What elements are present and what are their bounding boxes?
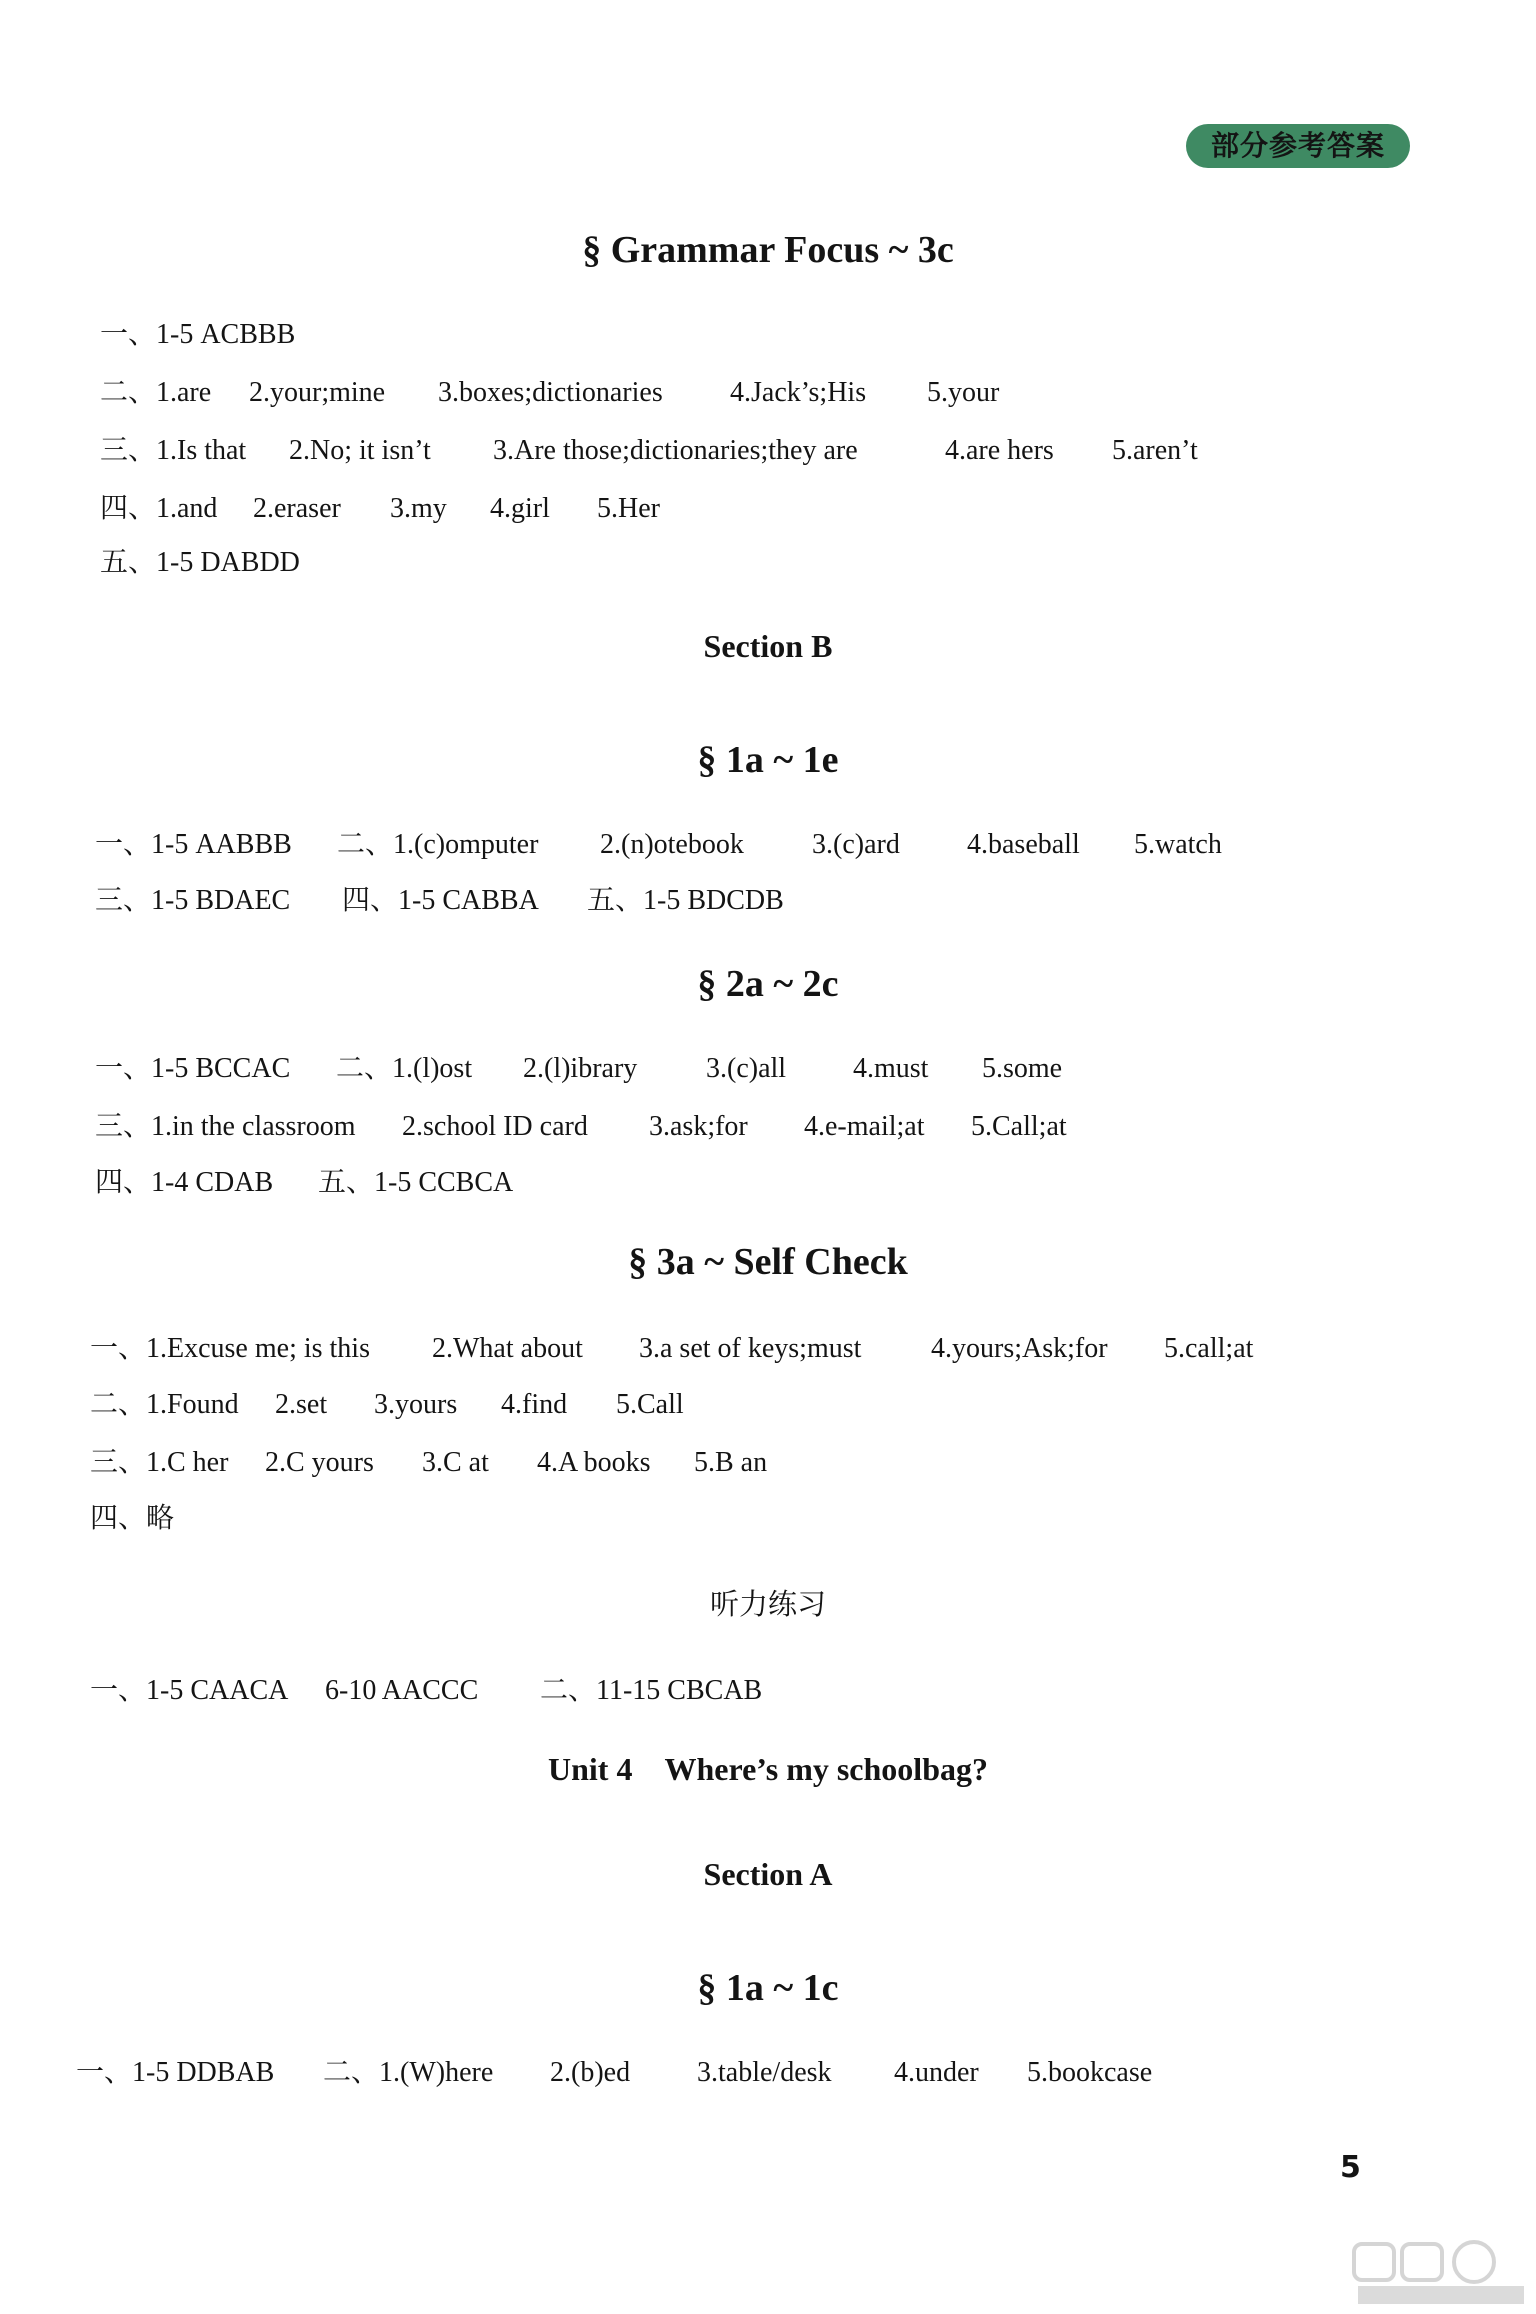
- heading-2a-2c: § 2a ~ 2c: [697, 963, 839, 1005]
- answer-item: 4.are hers: [945, 435, 1054, 466]
- answer-item: 2.school ID card: [402, 1111, 588, 1142]
- answer-line: [100, 312, 295, 352]
- answer-item: 3.(c)ard: [812, 829, 900, 860]
- answer-item: 五、1-5 DABDD: [100, 547, 300, 578]
- heading-section-a: Section A: [703, 1856, 833, 1892]
- answer-line: [76, 2050, 1152, 2090]
- answer-item: 一、1-5 BCCAC: [95, 1053, 291, 1084]
- page-number: 5: [1340, 2150, 1361, 2185]
- answer-item: 5.B an: [694, 1447, 768, 1478]
- answer-item: 二、1.(W)here: [323, 2057, 494, 2088]
- answer-item: 五、1-5 CCBCA: [318, 1167, 514, 1198]
- answer-item: 2.eraser: [253, 493, 341, 524]
- answer-item: 2.What about: [432, 1333, 583, 1364]
- answer-item: 3.ask;for: [649, 1111, 748, 1142]
- answer-item: 3.C at: [422, 1447, 489, 1478]
- answer-item: 3.Are those;dictionaries;they are: [493, 435, 858, 466]
- answer-line: [100, 370, 999, 410]
- heading-1a-1c: § 1a ~ 1c: [697, 1967, 839, 2009]
- answer-line: [100, 486, 660, 526]
- answer-item: 2.your;mine: [249, 377, 386, 408]
- answer-item: 一、1.Excuse me; is this: [90, 1333, 370, 1364]
- answer-line: [95, 1160, 513, 1200]
- answer-item: 4.find: [501, 1389, 568, 1420]
- answer-item: 2.(l)ibrary: [523, 1053, 638, 1084]
- answer-item: 四、1-4 CDAB: [95, 1167, 274, 1198]
- answer-item: 5.your: [927, 377, 1000, 408]
- answer-line: [95, 1104, 1067, 1144]
- answer-item: 4.under: [894, 2057, 979, 2088]
- answer-item: 3.a set of keys;must: [639, 1333, 862, 1364]
- answer-item: 一、1-5 CAACA: [90, 1675, 289, 1706]
- answer-item: 5.call;at: [1164, 1333, 1254, 1364]
- answer-item: 2.(n)otebook: [600, 829, 744, 860]
- answer-item: 二、1.(l)ost: [336, 1053, 473, 1084]
- answer-item: 4.must: [853, 1053, 929, 1084]
- answer-item: 一、1-5 AABBB: [95, 829, 292, 860]
- answer-line: [95, 1046, 1062, 1086]
- answer-item: 3.(c)all: [706, 1053, 787, 1084]
- answer-item: 4.baseball: [967, 829, 1080, 860]
- answer-item: 3.my: [390, 493, 447, 524]
- heading-grammar-focus: § Grammar Focus ~ 3c: [582, 229, 954, 271]
- answer-item: 二、1.are: [100, 377, 212, 408]
- answer-item: 4.yours;Ask;for: [931, 1333, 1108, 1364]
- answer-line: [100, 428, 1198, 468]
- answer-item: 四、略: [90, 1503, 175, 1534]
- answer-line: [100, 540, 300, 580]
- answer-key-badge: 部分参考答案: [1186, 124, 1410, 168]
- answer-item: 6-10 AACCC: [325, 1675, 479, 1706]
- answer-item: 三、1-5 BDAEC: [95, 885, 291, 916]
- answer-item: 三、1.C her: [90, 1447, 229, 1478]
- answer-item: 4.girl: [490, 493, 550, 524]
- answer-item: 二、11-15 CBCAB: [540, 1675, 763, 1706]
- answer-item: 5.bookcase: [1027, 2057, 1153, 2088]
- heading-1a-1e: § 1a ~ 1e: [697, 739, 839, 781]
- answer-item: 二、1.(c)omputer: [337, 829, 539, 860]
- answer-item: 四、1-5 CABBA: [342, 885, 539, 916]
- heading-section-b: Section B: [703, 628, 833, 664]
- answer-item: 2.set: [275, 1389, 328, 1420]
- answer-line: [90, 1440, 767, 1480]
- answer-item: 5.aren’t: [1112, 435, 1198, 466]
- answer-item: 二、1.Found: [90, 1389, 239, 1420]
- answer-item: 2.C yours: [265, 1447, 374, 1478]
- answer-item: 3.table/desk: [697, 2057, 832, 2088]
- answer-line: [95, 822, 1222, 862]
- answer-line: [90, 1326, 1253, 1366]
- answer-item: 5.some: [982, 1053, 1063, 1084]
- answer-item: 三、1.in the classroom: [95, 1111, 356, 1142]
- watermark-logo: [1350, 2238, 1530, 2308]
- answer-line: [95, 878, 784, 918]
- answer-item: 2.No; it isn’t: [289, 435, 431, 466]
- answer-item: 4.e-mail;at: [804, 1111, 925, 1142]
- answer-item: 四、1.and: [100, 493, 218, 524]
- answer-line: [90, 1382, 684, 1422]
- answer-item: 五、1-5 BDCDB: [587, 885, 784, 916]
- answer-line: [90, 1668, 762, 1708]
- answer-item: 5.watch: [1134, 829, 1222, 860]
- answer-item: 一、1-5 ACBBB: [100, 319, 296, 350]
- answer-line: [90, 1496, 174, 1536]
- answer-item: 3.boxes;dictionaries: [438, 377, 663, 408]
- answer-item: 4.Jack’s;His: [730, 377, 867, 408]
- answer-item: 5.Call;at: [971, 1111, 1067, 1142]
- heading-self-check: § 3a ~ Self Check: [628, 1241, 908, 1283]
- answer-item: 三、1.Is that: [100, 435, 247, 466]
- answer-item: 一、1-5 DDBAB: [76, 2057, 275, 2088]
- answer-item: 3.yours: [374, 1389, 458, 1420]
- answer-item: 5.Call: [616, 1389, 684, 1420]
- answer-item: 5.Her: [597, 493, 660, 524]
- heading-unit-4: Unit 4 Where’s my schoolbag?: [547, 1751, 988, 1787]
- answer-item: 4.A books: [537, 1447, 651, 1478]
- heading-listening: 听力练习: [709, 1587, 826, 1621]
- answer-item: 2.(b)ed: [550, 2057, 631, 2088]
